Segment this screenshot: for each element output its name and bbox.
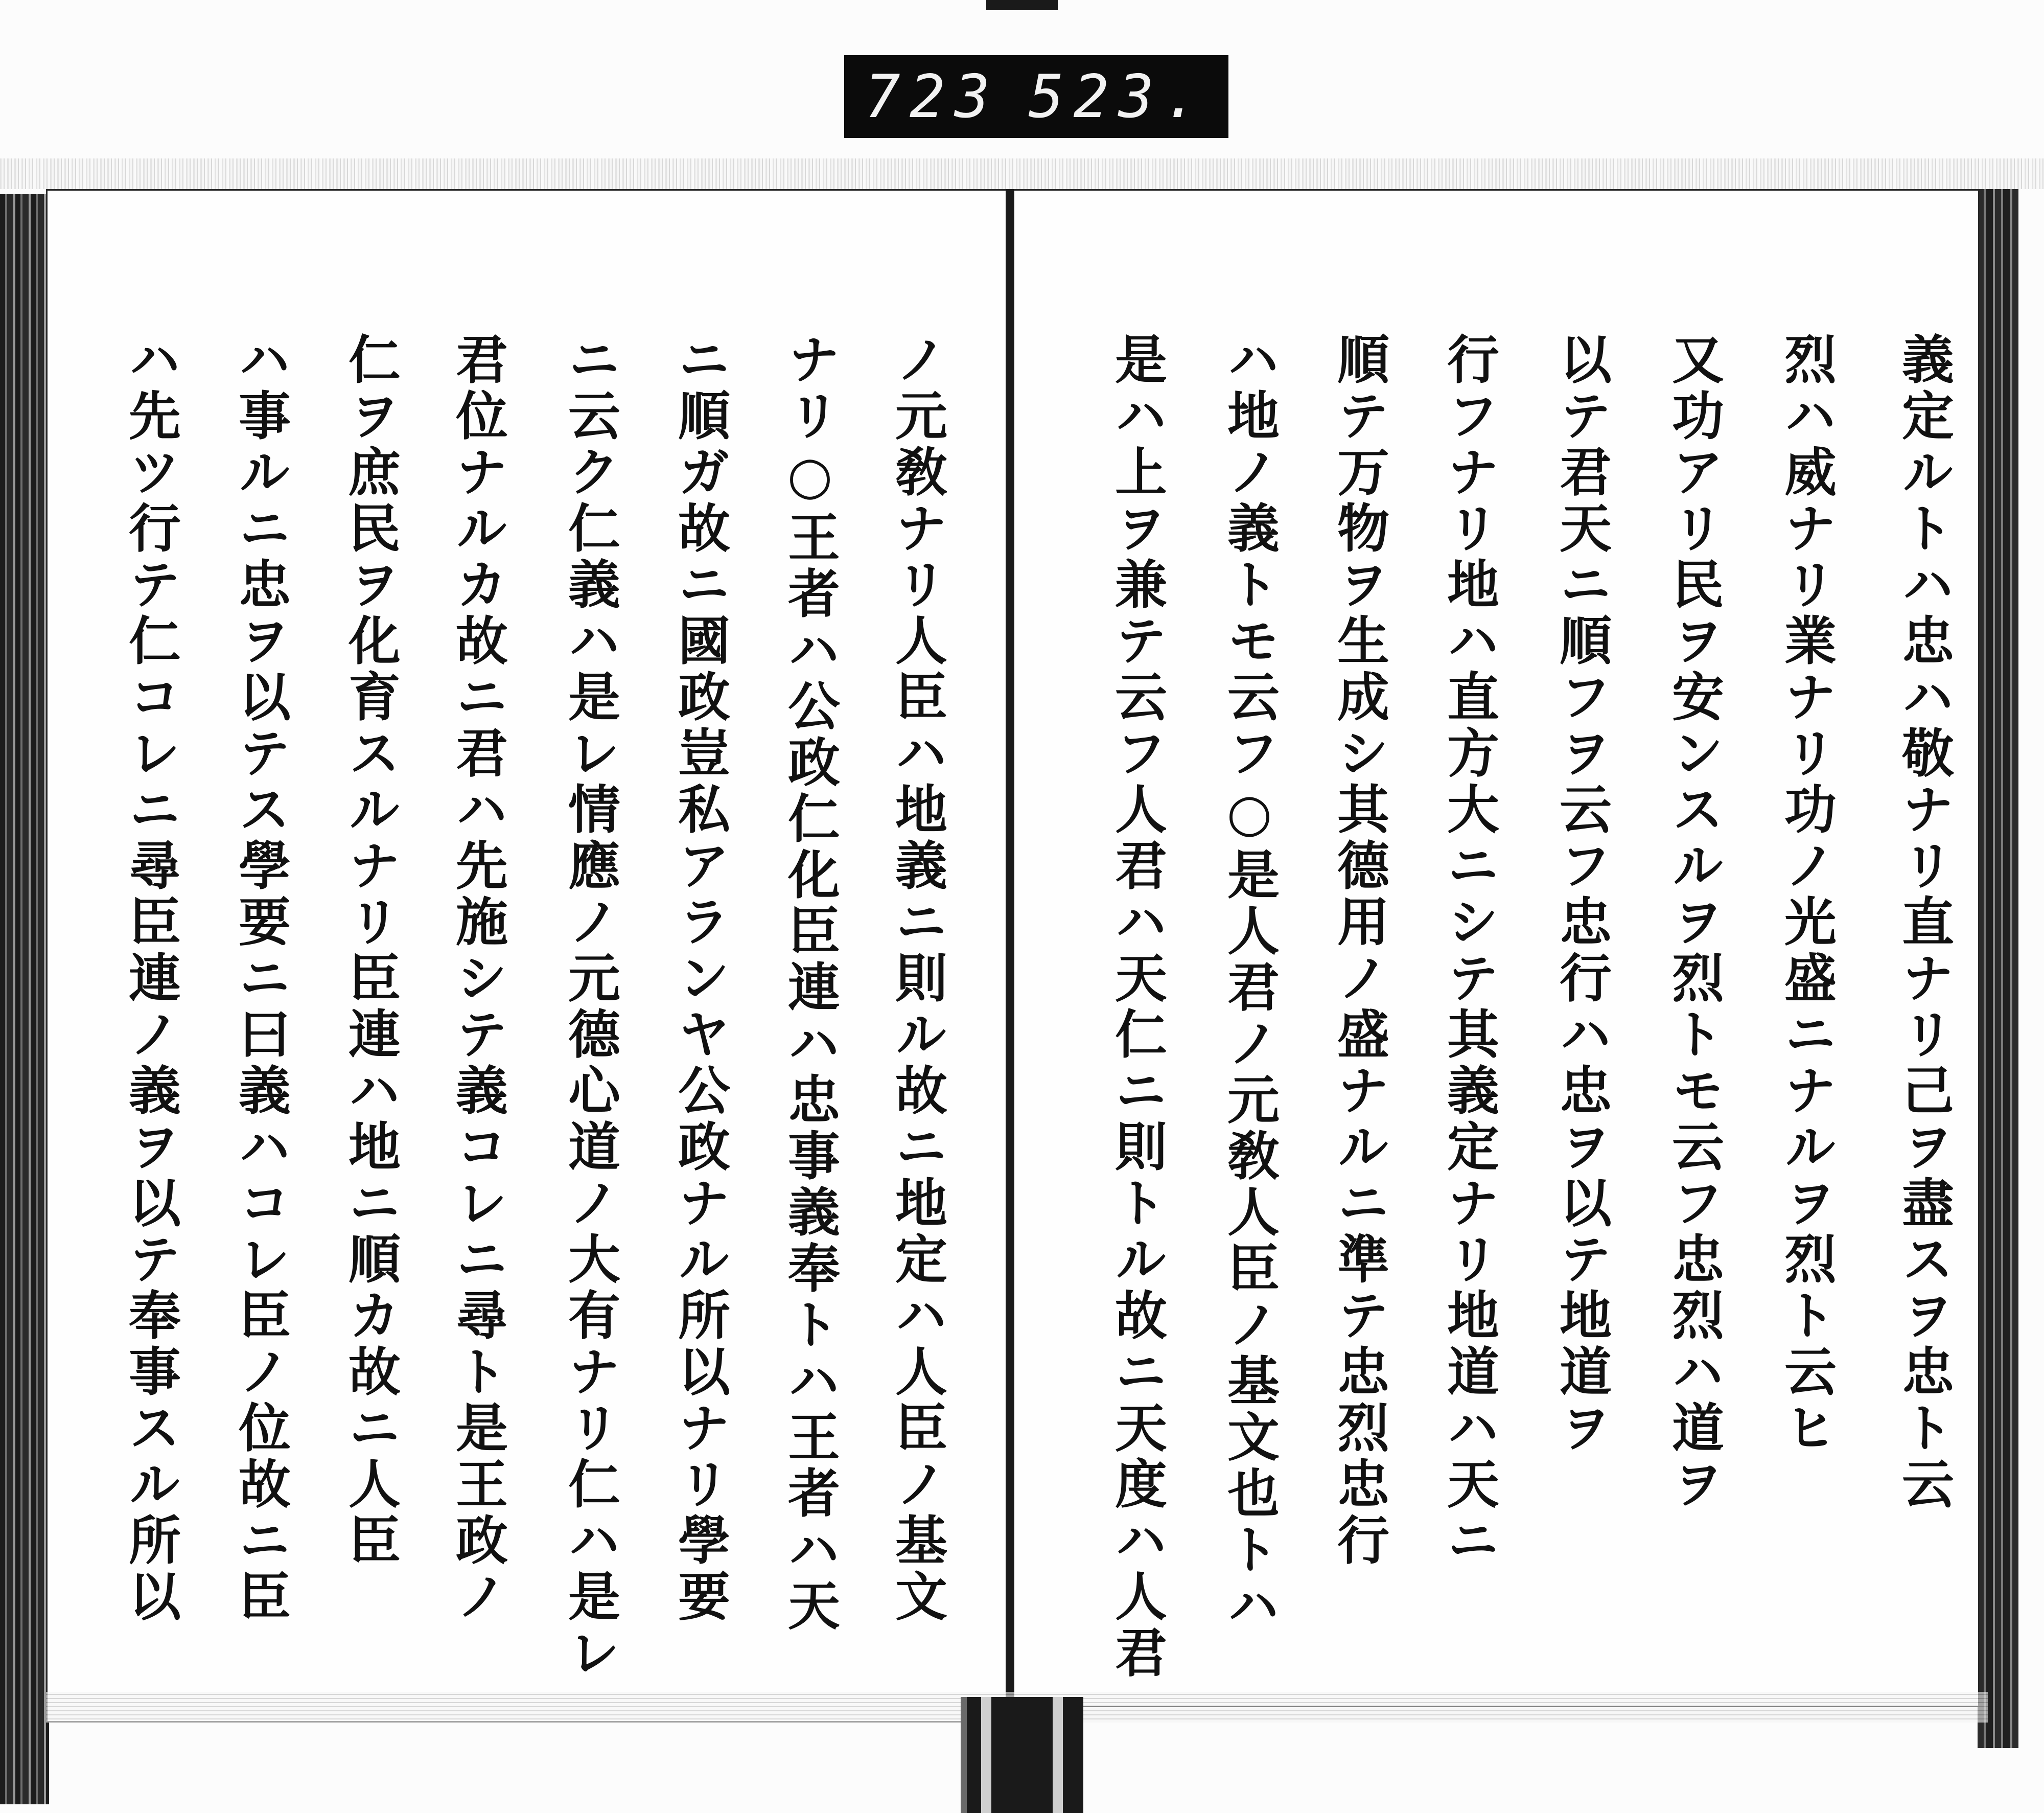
text-column: ニ順ガ故ニ國政豈私アランヤ公政ナル所以ナリ學要 bbox=[669, 332, 731, 1625]
text-column: ハ事ルニ忠ヲ以テス學要ニ曰義ハコレ臣ノ位故ニ臣 bbox=[230, 332, 291, 1625]
text-column: 仁ヲ庶民ヲ化育スルナリ臣連ハ地ニ順カ故ニ人臣 bbox=[340, 332, 401, 1569]
text-column: ハ地ノ義トモ云フ○是人君ノ元敎人臣ノ基文也トハ bbox=[1219, 332, 1280, 1635]
frame-number-left: 723 bbox=[865, 62, 1000, 131]
book-gutter bbox=[1006, 189, 1014, 1723]
text-column: 以テ君天ニ順フヲ云フ忠行ハ忠ヲ以テ地道ヲ bbox=[1551, 332, 1612, 1457]
page-edges-left bbox=[0, 194, 49, 1804]
scanner-clip-bottom bbox=[961, 1697, 1083, 1813]
text-column: 行フナリ地ハ直方大ニシテ其義定ナリ地道ハ天ニ bbox=[1438, 332, 1500, 1569]
text-column: 烈ハ威ナリ業ナリ功ノ光盛ニナルヲ烈ト云ヒ bbox=[1776, 332, 1837, 1457]
frame-number-right: 523. bbox=[1028, 62, 1208, 131]
text-column: 是ハ上ヲ兼テ云フ人君ハ天仁ニ則トル故ニ天度ハ人君 bbox=[1106, 332, 1168, 1682]
text-column: ハ先ツ行テ仁コレニ尋臣連ノ義ヲ以テ奉事スル所以 bbox=[120, 332, 181, 1625]
text-column: ニ云ク仁義ハ是レ情應ノ元德心道ノ大有ナリ仁ハ是レ bbox=[560, 332, 621, 1682]
frame-number-label bbox=[844, 55, 1228, 138]
text-column: ナリ○王者ハ公政仁化臣連ハ忠事義奉トハ王者ハ天 bbox=[779, 332, 841, 1635]
text-column: 順テ万物ヲ生成シ其德用ノ盛ナルニ準テ忠烈忠行 bbox=[1329, 332, 1390, 1569]
text-column: 又功アリ民ヲ安ンスルヲ烈トモ云フ忠烈ハ道ヲ bbox=[1663, 332, 1725, 1513]
left-page-text bbox=[87, 332, 966, 1682]
page-edges-right bbox=[1978, 189, 2018, 1748]
text-column: 君位ナルカ故ニ君ハ先施シテ義コレニ尋ト是王政ノ bbox=[447, 332, 508, 1625]
text-column: 義定ルトハ忠ハ敬ナリ直ナリ己ヲ盡スヲ忠ト云 bbox=[1893, 332, 1955, 1513]
text-column: ノ元敎ナリ人臣ハ地義ニ則ル故ニ地定ハ人臣ノ基文 bbox=[887, 332, 948, 1625]
scanner-clip-top bbox=[986, 0, 1058, 10]
right-page-text bbox=[1063, 332, 1955, 1682]
